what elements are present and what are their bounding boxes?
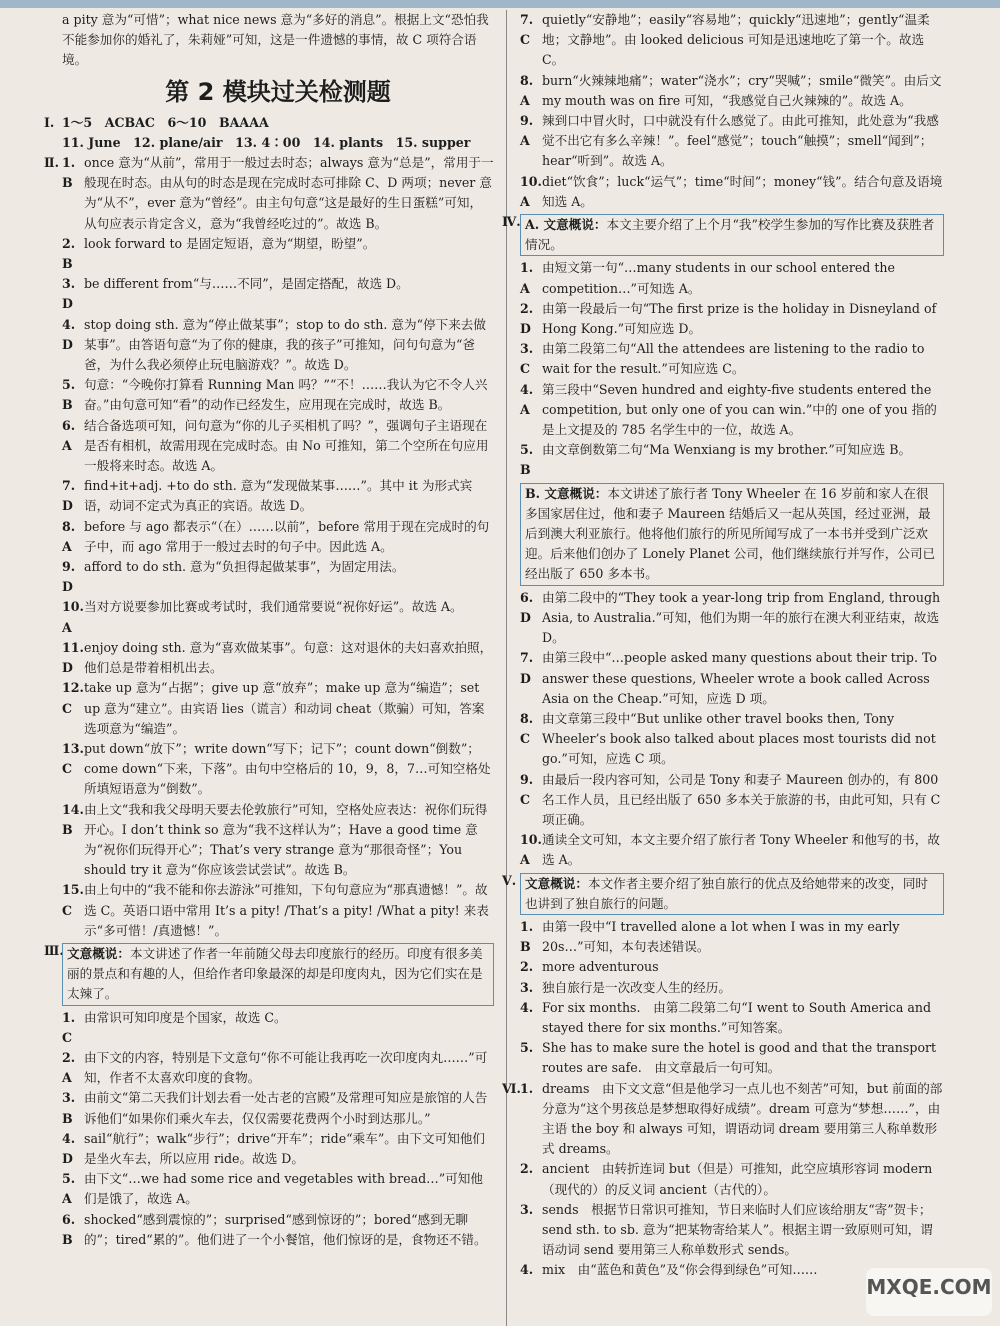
item-number: 2. A bbox=[62, 1049, 76, 1086]
summary-label: A. 文意概说： bbox=[525, 217, 607, 233]
item-text: sends 根据节日常识可推知，节日来临时人们应该给朋友“寄”贺卡；send sth. to sb. 意为“把某物寄给某人”。根据主谓一致原则可知，谓语动词 send 要用第三人称单数形式 sends。 bbox=[542, 1201, 933, 1258]
answer-item bbox=[62, 1210, 494, 1250]
page-title: 第 2 模块过关检测题 bbox=[165, 77, 391, 106]
item-number: 7. C bbox=[520, 12, 534, 48]
answer-item bbox=[62, 638, 494, 678]
answer-item bbox=[520, 440, 944, 480]
intro-paragraph: a pity 意为“可惜”；what nice news 意为“多好的消息”。根据上文“恐怕我不能参加你的婚礼了，朱莉娅”可知，这是一件遗憾的事情，故 C 项符合语境。 bbox=[62, 12, 489, 68]
answer-item bbox=[62, 274, 494, 314]
section-marker: Ⅰ. bbox=[44, 114, 55, 130]
item-number: 7. D bbox=[520, 650, 534, 686]
item-number: 5. bbox=[520, 1040, 534, 1056]
item-number: 4. A bbox=[520, 381, 534, 417]
item-number: 11. D bbox=[62, 639, 84, 676]
item-number: 5. B bbox=[62, 377, 76, 413]
answer-item bbox=[62, 375, 494, 415]
item-number: 9. C bbox=[520, 771, 534, 807]
item-text: 由文章第三段中“But unlike other travel books then, Tony Wheeler’s book also talked about places most tourists did not go.”可知，应选 C 项。 bbox=[542, 710, 936, 767]
answer-item bbox=[520, 380, 944, 441]
item-number: 4. D bbox=[62, 1130, 76, 1166]
item-text: shocked“感到震惊的”；surprised“感到惊讶的”；bored“感到无聊的”；tired“累的”。他们进了一个小餐馆，他们惊讶的是，食物还不错。 bbox=[84, 1211, 487, 1247]
item-text: find+it+adj. +to do sth. 意为“发现做某事……”。其中 it 为形式宾语，动词不定式为真正的宾语。故选 D。 bbox=[84, 478, 473, 514]
answer-item bbox=[62, 880, 494, 941]
item-text: afford to do sth. 意为“负担得起做某事”，为固定用法。 bbox=[84, 559, 405, 575]
section-3 bbox=[44, 941, 494, 1250]
item-text: dreams 由下文文意“但是他学习一点儿也不刻苦”可知，but 前面的部分意为“这个男孩总是梦想取得好成绩”。dream 可意为“梦想……”，由主语 the boy 和 always 可知，谓语动词 dream 要用第三人称单数形式 dreams。 bbox=[542, 1080, 943, 1157]
answer-item bbox=[62, 1008, 494, 1048]
item-number: 10. A bbox=[62, 599, 84, 635]
item-number: 2. bbox=[520, 959, 534, 975]
item-text: quietly“安静地”；easily“容易地”；quickly“迅速地”；gently“温柔地；文静地”。由 looked delicious 可知是迅速地吃了第一个。故选 C。 bbox=[542, 12, 930, 68]
item-number: 4. bbox=[520, 1262, 534, 1278]
section-6-list bbox=[520, 1079, 944, 1281]
answer-item bbox=[62, 1048, 494, 1088]
item-number: 6. D bbox=[520, 589, 534, 625]
item-number: 5. B bbox=[520, 442, 534, 478]
item-text: 通读全文可知，本文主要介绍了旅行者 Tony Wheeler 和他写的书，故选 A。 bbox=[542, 832, 940, 868]
summary-text: 本文讲述了旅行者 Tony Wheeler 在 16 岁前和家人在很多国家居住过，他和妻子 Maureen 结婚后又一起从英国，经过亚洲，最后到澳大利亚旅行。他将他们旅行的所见所闻写成了一本书并受到广泛欢迎。后来他们创办了 Lonely Planet 公司，他们继续旅行并写作，公司已经出版了 650 多本书。 bbox=[525, 485, 936, 582]
item-text: 辣到口中冒火时，口中就没有什么感觉了。由此可推知，此处意为“我感觉不出它有多么辛辣！”。feel“感觉”；touch“触摸”；smell“闻到”；hear“听到”。故选 A。 bbox=[542, 113, 939, 169]
summary-text: 本文讲述了作者一年前随父母去印度旅行的经历。印度有很多美丽的景点和有趣的人，但给作者印象最深的却是印度肉丸，因为它们实在是太辣了。 bbox=[67, 945, 483, 1002]
answer-item bbox=[520, 588, 944, 649]
section-4 bbox=[502, 212, 944, 871]
item-text: 由常识可知印度是个国家，故选 C。 bbox=[84, 1009, 287, 1025]
item-number: 2. B bbox=[62, 235, 76, 272]
item-text: 由第一段最后一句“The first prize is the holiday in Disneyland of Hong Kong.”可知应选 D。 bbox=[542, 300, 937, 337]
item-text: 结合备选项可知，问句意为“你的儿子买相机了吗？”，强调句子主语现在是否有相机，故需用现在完成时态。由 No 可推知，第二个空所在句应用一般将来时态。故选 A。 bbox=[84, 417, 489, 474]
item-number: 4. D bbox=[62, 316, 76, 352]
summary-label: 文意概说： bbox=[525, 875, 588, 891]
item-text: 由第二段中的“They took a year-long trip from England, through Asia, to Australia.”可知，他们为期一年的旅行在澳大利亚结束，故选 D。 bbox=[542, 589, 941, 646]
item-text: be different from“与……不同”，是固定搭配，故选 D。 bbox=[84, 276, 409, 292]
item-text: burn“火辣辣地痛”；water“浇水”；cry“哭喊”；smile“微笑”。由后文 my mouth was on fire 可知，“我感觉自己火辣辣的”。故选 A。 bbox=[542, 72, 942, 108]
section-marker: Ⅲ. bbox=[44, 942, 64, 958]
item-text: 由最后一段内容可知，公司是 Tony 和妻子 Maureen 创办的，有 800 名工作人员，且已经出版了 650 多本关于旅游的书，由此可知，只有 C 项正确。 bbox=[542, 771, 941, 827]
item-number: 6. A bbox=[62, 417, 76, 453]
item-number: 15. C bbox=[62, 882, 84, 918]
answer-item bbox=[520, 71, 944, 111]
answer-item bbox=[62, 476, 494, 516]
item-number: 3. B bbox=[62, 1090, 76, 1126]
section-3-list bbox=[62, 1008, 494, 1250]
item-number: 1. A bbox=[520, 260, 534, 296]
item-text: 由上文“我和我父母明天要去伦敦旅行”可知，空格处应表达：祝你们玩得开心。I don’t think so 意为“我不这样认为”；Have a good time 意为“祝你们玩得开心”；That’s very strange 意为“那很奇怪”；You should try it 意为“你应该尝试尝试”。故选 B。 bbox=[84, 801, 488, 878]
item-text: For six months. 由第二段第二句“I went to South America and stayed there for six months.”可知答案。 bbox=[542, 999, 932, 1035]
watermark-logo bbox=[864, 1262, 994, 1322]
answer-item bbox=[520, 339, 944, 379]
item-number: 1. bbox=[520, 1080, 534, 1096]
item-text: 由短文第一句“…many students in our school entered the competition…”可知选 A。 bbox=[542, 260, 895, 296]
summary-text: 本文主要介绍了上个月“我”校学生参加的写作比赛及获胜者情况。 bbox=[525, 217, 935, 253]
answer-item bbox=[520, 648, 944, 709]
item-text: 独自旅行是一次改变人生的经历。 bbox=[542, 979, 731, 995]
item-number: 13. C bbox=[62, 740, 84, 777]
section-6 bbox=[502, 1079, 944, 1281]
watermark-text: MXQE.COM bbox=[866, 1275, 992, 1299]
item-number: 9. A bbox=[520, 113, 534, 149]
summary-box-b bbox=[520, 483, 944, 586]
item-text: 第三段中“Seven hundred and eighty-five students entered the competition, but only one of you can win.”中的 one of you 指的是上文提及的 785 名学生中的一位，故选 A。 bbox=[542, 381, 937, 438]
item-number: 5. A bbox=[62, 1171, 76, 1207]
item-number: 6. B bbox=[62, 1211, 76, 1247]
item-text: mix 由“蓝色和黄色”及“你会得到绿色”可知…… bbox=[542, 1262, 818, 1278]
answer-item bbox=[62, 1129, 494, 1169]
item-text: stop doing sth. 意为“停止做某事”；stop to do sth. 意为“停下来去做某事”。由答语句意“为了你的健康，我的孩子”可推知，问句句意为“爸爸，为什么我必须停止玩电脑游戏？”。故选 D。 bbox=[84, 316, 486, 373]
section-4a-list bbox=[520, 258, 944, 480]
answer-item bbox=[520, 1200, 944, 1261]
item-text: diet“饮食”；luck“运气”；time“时间”；money“钱”。结合句意及语境知选 A。 bbox=[542, 173, 943, 209]
answer-item bbox=[520, 258, 944, 298]
item-text: 句意：“今晚你打算看 Running Man 吗？”“不！……我认为它不令人兴奋。”由句意可知“看”的动作已经发生，应用现在完成时，故选 B。 bbox=[84, 377, 488, 413]
item-number: 10. A bbox=[520, 173, 542, 209]
item-text: 由下文的内容，特别是下文意句“你不可能让我再吃一次印度肉丸……”可知，作者不太喜欢印度的食物。 bbox=[84, 1049, 488, 1086]
item-number: 8. A bbox=[520, 72, 534, 108]
answer-item bbox=[62, 153, 494, 234]
section-4b-list bbox=[520, 588, 944, 871]
item-text: 由第三段中“…people asked many questions about their trip. To answer these questions, Wheeler wrote a book called Across Asia on the Cheap.”可知，应选 D 项。 bbox=[542, 650, 937, 706]
section-2 bbox=[44, 153, 494, 941]
header-band bbox=[0, 0, 1000, 8]
answer-item bbox=[520, 10, 944, 71]
item-text: sail“航行”；walk“步行”；drive“开车”；ride“乘车”。由下文可知他们是坐火车去，所以应用 ride。故选 D。 bbox=[84, 1130, 486, 1166]
answer-item bbox=[520, 770, 944, 831]
answer-item bbox=[62, 1169, 494, 1209]
item-number: 1. B bbox=[520, 918, 534, 955]
section-5-list bbox=[520, 917, 944, 1079]
answer-item bbox=[520, 978, 944, 998]
item-text: 由文章倒数第二句“Ma Wenxiang is my brother.”可知应选 B。 bbox=[542, 442, 912, 458]
answer-item bbox=[520, 709, 944, 770]
item-text: enjoy doing sth. 意为“喜欢做某事”。句意：这对退休的夫妇喜欢拍照，他们总是带着相机出去。 bbox=[84, 639, 493, 676]
item-number: 3. D bbox=[62, 276, 76, 312]
item-text: once 意为“从前”，常用于一般过去时态；always 意为“总是”，常用于一般现在时态。由从句的时态是现在完成时态可排除 C、D 两项；never 意为“从不”，ever 意为“曾经”。由主句句意“这是最好的生日蛋糕”可知，从句应表示肯定含义，意为“我曾经吃过的”。故选 B。 bbox=[84, 155, 494, 231]
answer-item bbox=[62, 597, 494, 637]
item-number: 8. A bbox=[62, 518, 76, 554]
answer-item bbox=[520, 299, 944, 339]
right-column bbox=[502, 10, 944, 1281]
item-number: 1. C bbox=[62, 1009, 76, 1045]
item-text: 由上句中的“我不能和你去游泳”可推知，下句句意应为“那真遗憾！”。故选 C。英语口语中常用 It’s a pity! /That’s a pity! /What a pity! 来表示“多可惜！/真遗憾！”。 bbox=[84, 882, 489, 938]
summary-box bbox=[62, 943, 494, 1006]
summary-box bbox=[520, 873, 944, 915]
item-text: 由第二段第二句“All the attendees are listening to the radio to wait for the result.”可知应选 C。 bbox=[542, 341, 925, 377]
answer-item bbox=[62, 557, 494, 597]
item-number: 2. D bbox=[520, 300, 534, 337]
section-2-list bbox=[62, 153, 494, 941]
summary-label: 文意概说： bbox=[67, 945, 130, 961]
answer-item bbox=[62, 739, 494, 800]
item-number: 3. C bbox=[520, 341, 534, 377]
item-text: take up 意为“占据”；give up 意“放弃”；make up 意为“编造”；set up 意为“建立”。由宾语 lies（谎言）和动词 cheat（欺骗）可知，答案选项意为“编造”。 bbox=[84, 680, 485, 736]
section-marker: Ⅱ. bbox=[44, 155, 59, 171]
answer-item bbox=[520, 1159, 944, 1199]
item-text: 由下文“…we had some rice and vegetables with bread…”可知他们是饿了，故选 A。 bbox=[84, 1171, 483, 1207]
answer-item bbox=[62, 1088, 494, 1128]
item-number: 4. bbox=[520, 999, 534, 1015]
answer-item bbox=[62, 517, 494, 557]
summary-label: B. 文意概说： bbox=[525, 485, 608, 501]
left-column bbox=[44, 10, 494, 1250]
answer-item bbox=[62, 416, 494, 477]
item-text: She has to make sure the hotel is good and that the transport routes are safe. 由文章最后一句可知。 bbox=[542, 1040, 937, 1076]
item-number: 10. A bbox=[520, 832, 542, 868]
item-number: 7. D bbox=[62, 478, 76, 514]
item-number: 3. bbox=[520, 979, 534, 995]
answer-item bbox=[520, 111, 944, 172]
item-number: 1. B bbox=[62, 155, 76, 191]
section-5 bbox=[502, 871, 944, 1079]
item-text: before 与 ago 都表示“（在）……以前”，before 常用于现在完成时的句子中，而 ago 常用于一般过去时的句子中。因此选 A。 bbox=[84, 518, 490, 554]
section-1 bbox=[44, 113, 494, 153]
answer-line: 1～5 ACBAC 6～10 BAAAA bbox=[62, 114, 269, 130]
answer-item bbox=[62, 315, 494, 376]
answer-item bbox=[62, 678, 494, 739]
item-number: 9. D bbox=[62, 559, 76, 595]
answer-item bbox=[62, 234, 494, 274]
item-number: 14. B bbox=[62, 801, 84, 837]
item-text: 由第一段中“I travelled alone a lot when I was in my early 20s…”可知，本句表述错误。 bbox=[542, 918, 900, 955]
answer-item bbox=[62, 800, 494, 881]
item-text: 当对方说要参加比赛或考试时，我们通常要说“祝你好运”。故选 A。 bbox=[84, 599, 463, 615]
item-text: put down“放下”；write down“写下；记下”；count down“倒数”；come down“下来，下落”。由句中空格后的 10，9，8，7…可知空格处所填短语意为“倒数”。 bbox=[84, 740, 491, 797]
answer-item bbox=[520, 1038, 944, 1078]
item-number: 3. bbox=[520, 1201, 534, 1217]
section-3-continued bbox=[520, 10, 944, 212]
answer-item bbox=[520, 1079, 944, 1160]
item-text: more adventurous bbox=[542, 959, 659, 975]
section-marker: Ⅴ. bbox=[502, 872, 517, 888]
item-text: look forward to 是固定短语，意为“期望，盼望”。 bbox=[84, 235, 376, 251]
summary-text: 本文作者主要介绍了独自旅行的优点及给她带来的改变，同时也讲到了独自旅行的问题。 bbox=[525, 875, 928, 911]
item-number: 2. bbox=[520, 1161, 534, 1177]
answer-item bbox=[520, 172, 944, 212]
summary-box-a bbox=[520, 214, 944, 256]
section-marker: Ⅳ. bbox=[502, 214, 521, 230]
item-text: ancient 由转折连词 but（但是）可推知，此空应填形容词 modern（现代的）的反义词 ancient（古代的）。 bbox=[542, 1161, 933, 1197]
answer-item bbox=[520, 957, 944, 977]
answer-line: 11. June 12. plane/air 13. 4∶00 14. plants 15. supper bbox=[62, 134, 471, 150]
answer-item bbox=[520, 917, 944, 957]
item-number: 12. C bbox=[62, 680, 84, 716]
answer-item bbox=[520, 830, 944, 870]
item-number: 8. C bbox=[520, 710, 534, 747]
answer-item bbox=[520, 998, 944, 1038]
item-text: 由前文“第二天我们计划去看一处古老的宫殿”及常理可知应是旅馆的人告诉他们“如果你们乘火车去，仅仅需要花费两个小时到达那儿。” bbox=[84, 1090, 488, 1126]
section-marker: Ⅵ. bbox=[502, 1080, 521, 1096]
